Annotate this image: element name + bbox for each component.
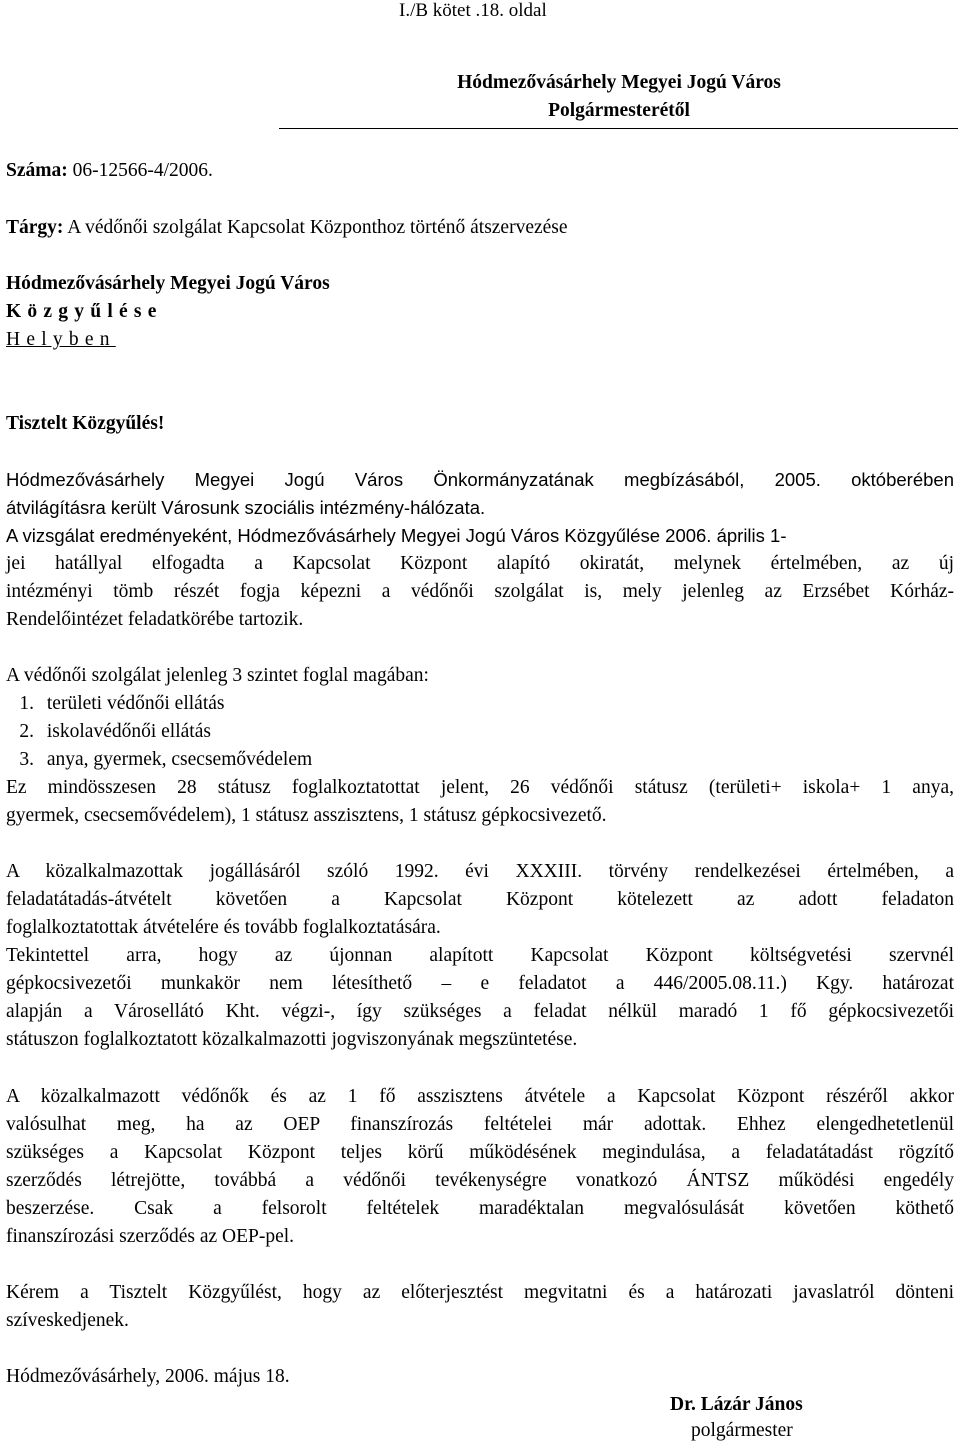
document-number: [6, 160, 213, 182]
paragraph-2-line: intézményi tömb részét fogja képezni a védőnői szolgálat is, mely jelenleg az Erzsébet Kórház-: [6, 581, 954, 602]
paragraph-2-line: jei hatállyal elfogadta a Kapcsolat Központ alapító okiratát, melynek értelmében, az új: [6, 553, 954, 574]
paragraph-7-line: beszerzése. Csak a felsorolt feltételek maradéktalan megvalósulását követően köthető: [6, 1198, 954, 1219]
issuer-office: Polgármesterétől: [548, 100, 690, 121]
list-item-text: területi védőnői ellátás: [46, 693, 225, 714]
subject-value: A védőnői szolgálat Kapcsolat Központhoz történő átszervezése: [67, 217, 568, 238]
issuer-name: Hódmezővásárhely Megyei Jogú Város: [457, 72, 781, 93]
signatory-name: Dr. Lázár János: [670, 1394, 803, 1415]
list-item-number: 2.: [19, 721, 34, 742]
list-item-number: 3.: [19, 749, 34, 770]
paragraph-5-line: foglalkoztatottak átvételére és tovább foglalkoztatására.: [6, 917, 441, 938]
paragraph-2-line: Rendelőintézet feladatkörébe tartozik.: [6, 609, 304, 630]
paragraph-6-line: Tekintettel arra, hogy az újonnan alapított Kapcsolat Központ költségvetési szervnél: [6, 945, 954, 966]
addressee-assembly: Közgyűlése: [6, 301, 163, 322]
signatory-title: polgármester: [691, 1420, 793, 1441]
list-item-text: iskolavédőnői ellátás: [46, 721, 211, 742]
list-item: [6, 721, 211, 743]
addressee-city: Hódmezővásárhely Megyei Jogú Város: [6, 273, 330, 294]
document-number-label: Száma:: [6, 160, 68, 181]
paragraph-2-line: A vizsgálat eredményeként, Hódmezővásárhely Megyei Jogú Város Közgyűlése 2006. április 1-: [6, 525, 787, 546]
addressee-location: Helyben: [6, 329, 116, 350]
list-item: [6, 749, 312, 771]
paragraph-1-line: Hódmezővásárhely Megyei Jogú Város Önkormányzatának megbízásából, 2005. októberében: [6, 469, 954, 490]
paragraph-1-line: átvilágításra került Városunk szociális intézmény-hálózata.: [6, 497, 486, 518]
paragraph-6-line: alapján a Városellátó Kht. végzi-, így szükséges a feladat nélkül maradó 1 fő gépkocsivezetői: [6, 1001, 954, 1022]
levels-intro: A védőnői szolgálat jelenleg 3 szintet foglal magában:: [6, 665, 429, 686]
paragraph-8-line: Kérem a Tisztelt Közgyűlést, hogy az előterjesztést megvitatni és a határozati javaslatról dönteni: [6, 1282, 954, 1303]
list-item-number: 1.: [19, 693, 34, 714]
document-subject: [6, 217, 568, 239]
paragraph-7-line: valósulhat meg, ha az OEP finanszírozás feltételei már adottak. Ehhez elengedhetetlenül: [6, 1114, 954, 1135]
place-date: Hódmezővásárhely, 2006. május 18.: [6, 1366, 290, 1387]
document-number-value: 06-12566-4/2006.: [72, 160, 213, 181]
paragraph-7-line: szerződés létrejötte, továbbá a védőnői tevékenységre vonatkozó ÁNTSZ működési engedély: [6, 1170, 954, 1191]
page-reference: I./B kötet .18. oldal: [399, 0, 547, 21]
list-item-text: anya, gyermek, csecsemővédelem: [46, 749, 313, 770]
paragraph-7-line: szükséges a Kapcsolat Központ teljes körű működésének megindulása, a feladatátadást rögzítő: [6, 1142, 954, 1163]
paragraph-7-line: finanszírozási szerződés az OEP-pel.: [6, 1226, 295, 1247]
header-divider: [279, 128, 958, 129]
salutation: Tisztelt Közgyűlés!: [6, 413, 165, 434]
paragraph-5-line: feladatátadás-átvételt követően a Kapcsolat Központ kötelezett az adott feladaton: [6, 889, 954, 910]
paragraph-4-line: Ez mindösszesen 28 státusz foglalkoztatottat jelent, 26 védőnői státusz (területi+ iskola+ 1 anya,: [6, 777, 954, 798]
paragraph-5-line: A közalkalmazottak jogállásáról szóló 1992. évi XXXIII. törvény rendelkezései értelmében, a: [6, 861, 954, 882]
subject-label: Tárgy:: [6, 217, 64, 238]
paragraph-6-line: státuszon foglalkoztatott közalkalmazotti jogviszonyának megszüntetése.: [6, 1029, 578, 1050]
paragraph-7-line: A közalkalmazott védőnők és az 1 fő asszisztens átvétele a Kapcsolat Központ részéről akkor: [6, 1086, 954, 1107]
paragraph-8-line: szíveskedjenek.: [6, 1310, 129, 1331]
paragraph-4-line: gyermek, csecsemővédelem), 1 státusz asszisztens, 1 státusz gépkocsivezető.: [6, 805, 607, 826]
list-item: [6, 693, 224, 715]
paragraph-6-line: gépkocsivezetői munkakör nem létesíthető – e feladatot a 446/2005.08.11.) Kgy. határozat: [6, 973, 954, 994]
